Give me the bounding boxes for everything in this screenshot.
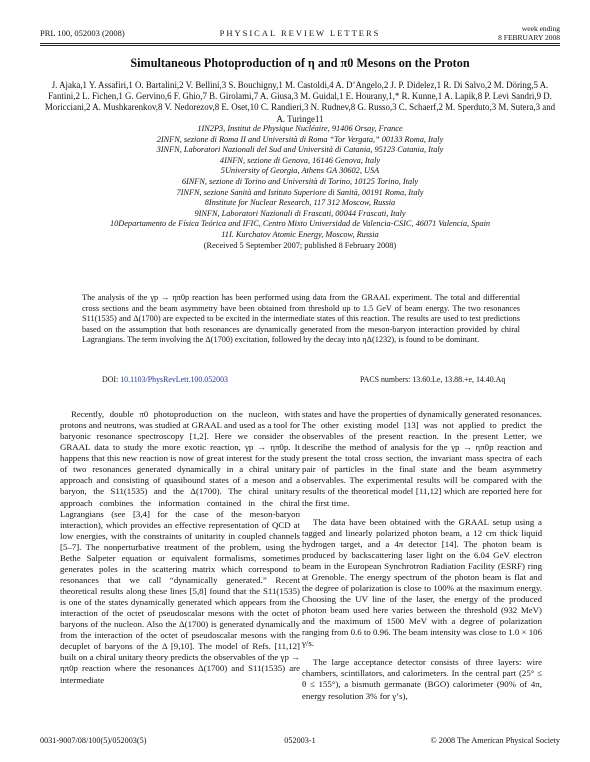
journal-citation: PRL 100, 052003 (2008) xyxy=(40,28,125,38)
affiliation-9: 9INFN, Laboratori Nazionali di Frascati, 00044 Frascati, Italy xyxy=(194,208,406,218)
affiliation-11: 11I. Kurchatov Atomic Energy, Moscow, Russia xyxy=(221,229,379,239)
affiliation-10: 10Departamento de Física Teórica and IFIC, Centro Mixto Universidad de Valencia-CSIC, 46071 Valencia, Spain xyxy=(109,219,491,229)
header-rule-top xyxy=(40,43,560,44)
issue-date xyxy=(498,24,560,42)
body-column-left xyxy=(60,409,300,686)
paragraph: Recently, double π0 photoproduction on the nucleon, with protons and neutrons, was studied at GRAAL and used as a tool for baryonic resonance spectroscopy [1,2]. Here we consider the GRAAL data to study the more exotic reaction, γp → ηπ0p. It happens that this new reaction is now of great interest for the study of two resonances generated dynamically in a chiral unitary approach and consisting of quasibound states of a meson and a baryon, the S11(1535) and the Δ(1700). The chiral unitary approach combines the information contained in the chiral Lagrangians (see [3,4] for the case of the meson-baryon interaction), which provides an effective representation of QCD at low energies, with the constraints of unitarity in coupled channels [5–7]. The nonperturbative treatment of the problem, using the Bethe Salpeter equation or equivalent formalisms, sometimes generates poles in the scattering matrix which correspond to resonances that we call “dynamically generated.” Recent theoretical results along these lines [5,8] found that the S11(1535) is one of the states dynamically generated which appears from the interaction of the octet of pseudoscalar mesons with the octet of baryons of the nucleon. Also the Δ(1700) is generated dynamically from the interaction of the octet of pseudoscalar mesons with the decuplet of baryons of the Δ [9,10]. The model of Refs. [11,12] built on a chiral unitary theory predicts the observables of the γp → ηπ0p reaction where the resonances Δ(1700) and S11(1535) are intermediate xyxy=(60,409,300,685)
page-number: 052003-1 xyxy=(284,736,316,745)
affiliation-6: 6INFN, sezione di Torino and Università di Torino, 10125 Torino, Italy xyxy=(181,176,419,186)
header-rule-bottom xyxy=(40,45,560,46)
footer-code: 0031-9007/08/100(5)/052003(5) xyxy=(40,736,147,745)
affiliation-3: 3INFN, Laboratori Nazionali del Sud and Università di Catania, 95123 Catania, Italy xyxy=(156,145,444,155)
paragraph: states and have the properties of dynamically generated resonances. The other existing model [13] was not applied to predict the observables of the present reaction. In the present Letter, we describe the method of analysis for the γp → ηπ0p reaction and present the total cross section, the invariant mass spectra of each pair of particles in the final state and the beam asymmetry observables. The experimental results will be compared with the results of the theoretical model [11,12] which are reported here for the first time. xyxy=(302,409,542,508)
affiliation-5: 5University of Georgia, Athens GA 30602, USA xyxy=(220,166,380,176)
issue-date-line2: 8 FEBRUARY 2008 xyxy=(498,33,560,42)
pacs-numbers: PACS numbers: 13.60.Le, 13.88.+e, 14.40.Aq xyxy=(360,375,506,384)
affiliations xyxy=(40,124,560,251)
affiliation-1: 1IN2P3, Institut de Physique Nucléaire, 91406 Orsay, France xyxy=(197,124,403,133)
paragraph: The data have been obtained with the GRAAL setup using a tagged and linearly polarized photon beam, a 12 cm thick liquid hydrogen target, and a 4π detector [14]. The photon beam is produced by backscattering laser light on the 6.04 GeV electron beam in the European Synchrotron Radiation Facility (ESRF) ring at Grenoble. The energy spectrum of the photon beam is flat and the degree of polarization is close to 100% at the maximum energy. Choosing the UV line of the laser, the energy of the produced photon beam used here varies between the threshold (932 MeV) and the maximum of 1500 MeV with a degree of polarization ranging from 0.6 to 0.96. The beam intensity was close to 1.0 × 106 γ/s. xyxy=(302,516,542,649)
affiliation-8: 8Institute for Nuclear Research, 117 312 Moscow, Russia xyxy=(204,198,396,208)
doi-label: DOI: xyxy=(102,375,119,384)
paragraph: The large acceptance detector consists of three layers: wire chambers, scintillators, and calorimeters. In the central part (25° ≤ θ ≤ 155°), a bismuth germanate (BGO) calorimeter (90% of 4π, energy resolution 3% for γ’s), xyxy=(302,657,542,701)
affiliation-4: 4INFN, sezione di Genova, 16146 Genova, Italy xyxy=(219,155,381,165)
running-header xyxy=(40,24,560,42)
affiliation-7: 7INFN, sezione Sanità and Istituto Superiore di Sanità, 00191 Roma, Italy xyxy=(176,187,424,197)
issue-date-line1: week ending xyxy=(521,24,560,33)
paper-title: Simultaneous Photoproduction of η and π0 Mesons on the Proton xyxy=(130,56,470,70)
journal-name: PHYSICAL REVIEW LETTERS xyxy=(219,28,381,38)
received-date: (Received 5 September 2007; published 8 February 2008) xyxy=(203,240,397,250)
abstract: The analysis of the γp → ηπ0p reaction has been performed using data from the GRAAL experiment. The total and differential cross sections and the beam asymmetry have been obtained from threshold up to 1.5 GeV of beam energy. The two resonances S11(1535) and Δ(1700) are expected to be excited in the intermediate states of this reaction. The results are used to test predictions based on the assumption that both resonances are dynamically generated from the meson-baryon interaction provided by chiral Lagrangians. The term involving the Δ(1700) excitation, followed by the decay into ηΔ(1232), is found to be dominant. xyxy=(82,293,520,345)
doi-line xyxy=(102,375,228,384)
doi-link[interactable]: 10.1103/PhysRevLett.100.052003 xyxy=(120,375,228,384)
body-column-right xyxy=(302,409,542,702)
author-list: J. Ajaka,1 Y. Assafiri,1 O. Bartalini,2 V. Bellini,3 S. Bouchigny,1 M. Castoldi,4 A. D’Angelo,2 J. P. Didelez,1 R. Di Salvo,2 M. Döring,5 A. Fantini,2 L. Fichen,1 G. Gervino,6 F. Ghio,7 B. Girolami,7 A. Giusa,3 M. Guidal,1 E. Hourany,1,* R. Kunne,1 A. Lapik,8 P. Levi Sandri,9 D. Moricciani,2 A. Mushkarenkov,8 V. Nedorezov,8 E. Oset,10 C. Randieri,3 N. Rudnev,8 G. Russo,3 C. Schaerf,2 M. Sperduto,3 M. Sutera,3 and A. Turinge11 xyxy=(44,80,556,124)
copyright: © 2008 The American Physical Society xyxy=(430,736,560,745)
affiliation-2: 2INFN, sezione di Roma II and Università di Roma “Tor Vergata,” 00133 Roma, Italy xyxy=(156,134,444,144)
